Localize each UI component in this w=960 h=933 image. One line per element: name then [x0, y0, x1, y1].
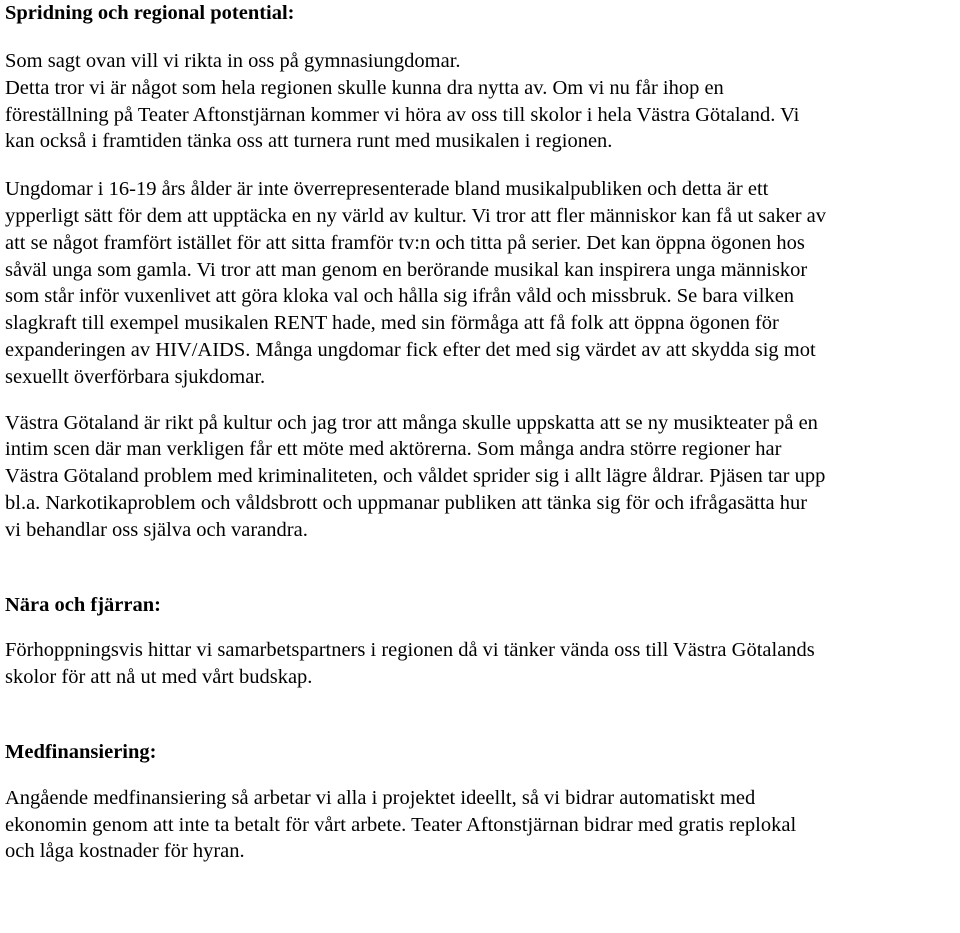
paragraph-partners [5, 637, 956, 691]
heading-medfinansiering: Medfinansiering: [5, 740, 157, 763]
paragraph-vastra-gotaland [5, 410, 956, 544]
text-line: vi behandlar oss själva och varandra. [5, 518, 308, 541]
text-line: som står inför vuxenlivet att göra kloka val och hålla sig ifrån våld och missbruk. Se bara vilken [5, 285, 795, 308]
text-line: Angående medfinansiering så arbetar vi alla i projektet ideellt, så vi bidrar automatiskt med [5, 786, 756, 809]
text-line: sexuellt överförbara sjukdomar. [5, 365, 266, 388]
text-line: att se något framfört istället för att sitta framför tv:n och titta på serier. Det kan öppna ögonen hos [5, 231, 805, 254]
text-line: bl.a. Narkotikaproblem och våldsbrott och uppmanar publiken att tänka sig för och ifrågasätta hur [5, 491, 808, 514]
paragraph-intro [5, 48, 956, 155]
text-line: ypperligt sätt för dem att upptäcka en ny värld av kultur. Vi tror att fler människor kan få ut saker av [5, 204, 826, 227]
paragraph-youth [5, 176, 956, 390]
text-line: och låga kostnader för hyran. [5, 840, 245, 863]
text-line: expanderingen av HIV/AIDS. Många ungdomar fick efter det med sig värdet av att skydda sig mot [5, 338, 816, 361]
text-line: Västra Götaland problem med kriminaliteten, och våldet sprider sig i allt lägre åldrar. Pjäsen tar upp [5, 465, 826, 488]
text-line: såväl unga som gamla. Vi tror att man genom en berörande musikal kan inspirera unga människor [5, 258, 808, 281]
text-line: Ungdomar i 16-19 års ålder är inte överrepresenterade bland musikalpubliken och detta är ett [5, 178, 769, 201]
text-line: Som sagt ovan vill vi rikta in oss på gymnasiungdomar. [5, 50, 461, 72]
text-line: skolor för att nå ut med vårt budskap. [5, 666, 313, 689]
text-line: slagkraft till exempel musikalen RENT hade, med sin förmåga att få folk att öppna ögonen för [5, 312, 779, 335]
text-line: föreställning på Teater Aftonstjärnan kommer vi höra av oss till skolor i hela Västra Götaland. Vi [5, 103, 800, 126]
text-line: Detta tror vi är något som hela regionen skulle kunna dra nytta av. Om vi nu får ihop en [5, 76, 724, 99]
text-line: Västra Götaland är rikt på kultur och jag tror att många skulle uppskatta att se ny musikteater på en [5, 411, 818, 434]
document-body [5, 29, 956, 865]
text-line: Förhoppningsvis hittar vi samarbetspartners i regionen då vi tänker vända oss till Västra Götalands [5, 639, 815, 662]
text-line: intim scen där man verkligen får ett möte med aktörerna. Som många andra större regioner har [5, 438, 782, 461]
text-line: kan också i framtiden tänka oss att turnera runt med musikalen i regionen. [5, 130, 613, 153]
heading-nara-och-fjarran: Nära och fjärran: [5, 593, 161, 616]
text-line: ekonomin genom att inte ta betalt för vårt arbete. Teater Aftonstjärnan bidrar med gratis replokal [5, 813, 797, 836]
paragraph-funding [5, 785, 956, 865]
heading-spridning: Spridning och regional potential: [5, 2, 295, 24]
